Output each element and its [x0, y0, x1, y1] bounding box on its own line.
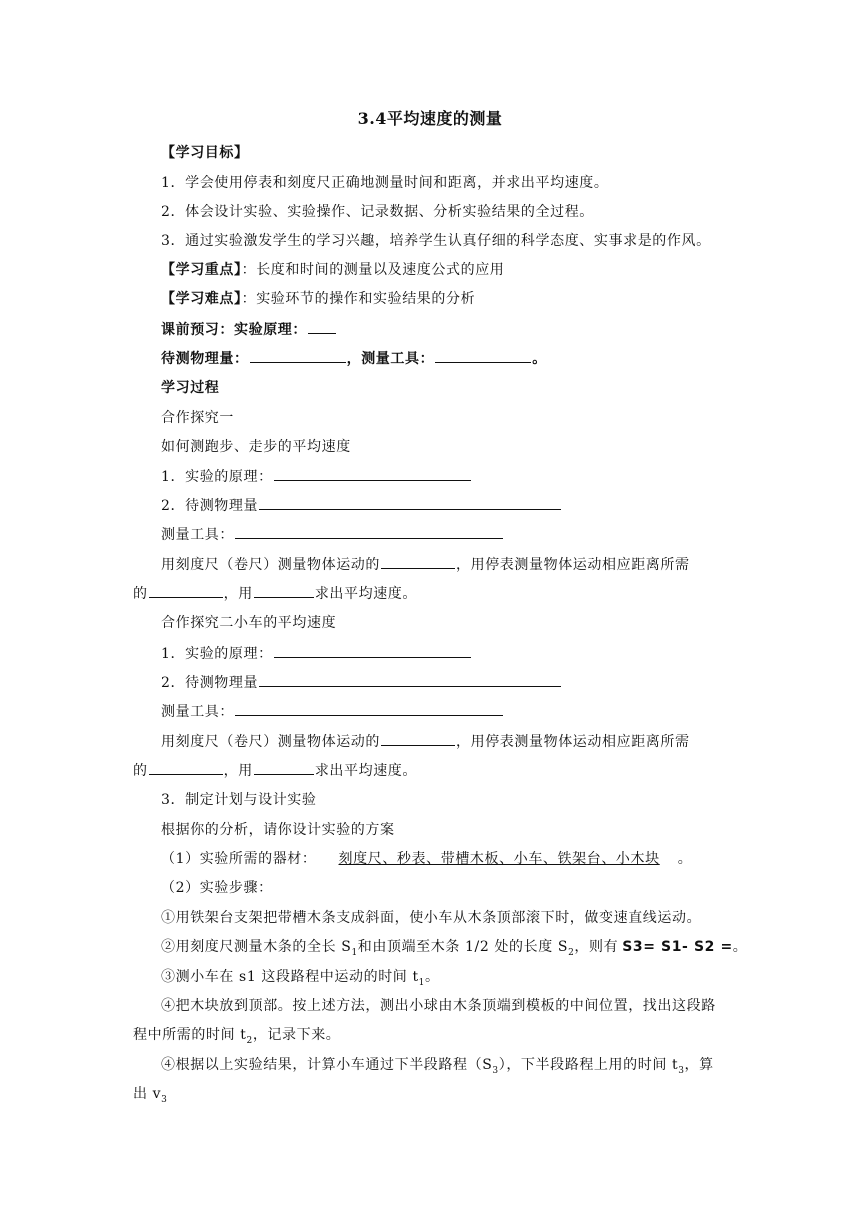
process-heading: 学习过程 — [161, 380, 220, 396]
inquiry2-distance-blank[interactable] — [381, 730, 455, 746]
step2-formula: S3= S1- S2 = — [622, 939, 733, 955]
inquiry1-para-c: 的 — [133, 586, 148, 602]
inquiry2-tool-blank[interactable] — [235, 700, 503, 716]
step5-sub3: 3 — [161, 1094, 168, 1105]
inquiry2-principle-line — [161, 642, 472, 663]
inquiry2-para-line1 — [161, 730, 690, 751]
inquiry2-para-b: ，用停表测量物体运动相应距离所需 — [456, 734, 690, 750]
step5-text-d: 出 v — [133, 1086, 162, 1102]
step-4-line2 — [133, 1024, 340, 1046]
inquiry1-time-blank[interactable] — [149, 582, 223, 598]
inquiry2-principle-label: 1．实验的原理： — [161, 646, 273, 662]
inquiry2-para-a: 用刻度尺（卷尺）测量物体运动的 — [161, 734, 380, 750]
inquiry1-principle-line — [161, 465, 472, 486]
inquiry2-para-e: 求出平均速度。 — [314, 763, 418, 779]
step4-text-b: ，记录下来。 — [252, 1027, 341, 1043]
preview-quantity-blank[interactable] — [250, 347, 346, 363]
inquiry1-tool-label: 测量工具： — [161, 527, 234, 543]
step3-text-b: 。 — [425, 969, 440, 985]
step-3 — [161, 966, 440, 988]
plan-heading: 3．制定计划与设计实验 — [161, 792, 317, 808]
step5-text-a: ④根据以上实验结果，计算小车通过下半段路程（S — [161, 1057, 493, 1073]
key-point-label: 【学习重点】 — [161, 262, 242, 278]
inquiry2-para-d: ，用 — [223, 763, 253, 779]
objective-item-1: 1．学会使用停表和刻度尺正确地测量时间和距离，并求出平均速度。 — [161, 175, 609, 191]
inquiry1-quantity-label: 2．待测物理量 — [161, 498, 259, 514]
inquiry2-para-line2 — [133, 759, 417, 780]
step2-text-d: 。 — [732, 939, 748, 955]
step4-sub: 2 — [246, 1035, 253, 1046]
preview-principle-line — [161, 318, 337, 339]
difficulty-label: 【学习难点】 — [161, 291, 242, 307]
preview-principle-label: 课前预习：实验原理： — [161, 322, 307, 338]
equipment-value: 刻度尺、秒表、带槽木板、小车、铁架台、小木块 — [338, 851, 660, 867]
inquiry1-question: 如何测跑步、走步的平均速度 — [161, 439, 351, 455]
step5-text-c: ，算 — [684, 1057, 714, 1073]
preview-quantity-line — [161, 347, 547, 368]
step-2 — [161, 936, 747, 958]
step-4-line1: ④把木块放到顶部。按上述方法，测出小球由木条顶端到模板的中间位置，找出这段路 — [161, 998, 716, 1014]
difficulty-line — [161, 288, 475, 308]
step5-sub1: 3 — [492, 1065, 499, 1076]
objective-item-3: 3．通过实验激发学生的学习兴趣，培养学生认真仔细的科学态度、实事求是的作风。 — [161, 233, 711, 249]
step2-sub2: 2 — [568, 947, 575, 958]
inquiry2-time-blank[interactable] — [149, 759, 223, 775]
steps-label: （2）实验步骤： — [161, 880, 273, 896]
preview-tool-blank[interactable] — [435, 347, 531, 363]
inquiry1-formula-blank[interactable] — [254, 582, 314, 598]
inquiry1-tool-line — [161, 523, 504, 544]
equipment-line: （1）实验所需的器材： 刻度尺、秒表、带槽木板、小车、铁架台、小木块 。 — [161, 851, 693, 867]
step2-sub1: 1 — [351, 947, 358, 958]
inquiry1-distance-blank[interactable] — [381, 553, 455, 569]
difficulty-text: ：实验环节的操作和实验结果的分析 — [241, 291, 476, 307]
objective-item-2: 2．体会设计实验、实验操作、记录数据、分析实验结果的全过程。 — [161, 204, 594, 220]
key-point-text: ：长度和时间的测量以及速度公式的应用 — [241, 262, 505, 278]
step-5-line1 — [161, 1054, 714, 1076]
inquiry1-principle-blank[interactable] — [274, 465, 471, 481]
step3-text-a: ③测小车在 s1 这段路程中运动的时间 t — [161, 969, 419, 985]
inquiry2-para-c: 的 — [133, 763, 148, 779]
plan-intro: 根据你的分析，请你设计实验的方案 — [161, 822, 395, 838]
inquiry2-quantity-line — [161, 671, 562, 692]
preview-tool-label: ，测量工具： — [346, 351, 435, 367]
step2-text-a: ②用刻度尺测量木条的全长 S — [161, 939, 352, 955]
step-1: ①用铁架台支架把带槽木条支成斜面，使小车从木条顶部滚下时，做变速直线运动。 — [161, 910, 702, 926]
inquiry2-quantity-blank[interactable] — [259, 671, 561, 687]
equipment-label: （1）实验所需的器材： — [161, 851, 317, 867]
step2-text-b: 和由顶端至木条 1/2 处的长度 S — [357, 939, 569, 955]
inquiry1-para-line2 — [133, 582, 417, 603]
inquiry1-para-e: 求出平均速度。 — [314, 586, 418, 602]
step2-text-c: ，则有 — [574, 939, 619, 955]
preview-end: 。 — [532, 351, 547, 367]
inquiry1-quantity-blank[interactable] — [259, 494, 561, 510]
preview-principle-blank[interactable] — [308, 318, 336, 334]
inquiry2-quantity-label: 2．待测物理量 — [161, 675, 259, 691]
step5-text-b: ），下半段路程上用的时间 t — [498, 1057, 679, 1073]
key-point-line — [161, 259, 504, 279]
inquiry1-para-a: 用刻度尺（卷尺）测量物体运动的 — [161, 557, 380, 573]
inquiry2-principle-blank[interactable] — [274, 642, 471, 658]
inquiry1-para-b: ，用停表测量物体运动相应距离所需 — [456, 557, 690, 573]
step5-sub2: 3 — [678, 1065, 685, 1076]
step-5-line2 — [133, 1083, 168, 1105]
step4-text-a: 程中所需的时间 t — [133, 1027, 247, 1043]
inquiry2-tool-label: 测量工具： — [161, 704, 234, 720]
inquiry1-tool-blank[interactable] — [235, 523, 503, 539]
page-title: 3.4平均速度的测量 — [357, 109, 503, 128]
step3-sub: 1 — [418, 977, 425, 988]
inquiry1-principle-label: 1．实验的原理： — [161, 469, 273, 485]
inquiry1-para-line1 — [161, 553, 690, 574]
objectives-heading: 【学习目标】 — [161, 145, 249, 161]
inquiry2-heading: 合作探究二小车的平均速度 — [161, 615, 337, 631]
inquiry2-tool-line — [161, 700, 504, 721]
inquiry1-heading: 合作探究一 — [161, 410, 234, 426]
inquiry1-quantity-line — [161, 494, 562, 515]
inquiry1-para-d: ，用 — [223, 586, 253, 602]
preview-quantity-label: 待测物理量： — [161, 351, 249, 367]
inquiry2-formula-blank[interactable] — [254, 759, 314, 775]
